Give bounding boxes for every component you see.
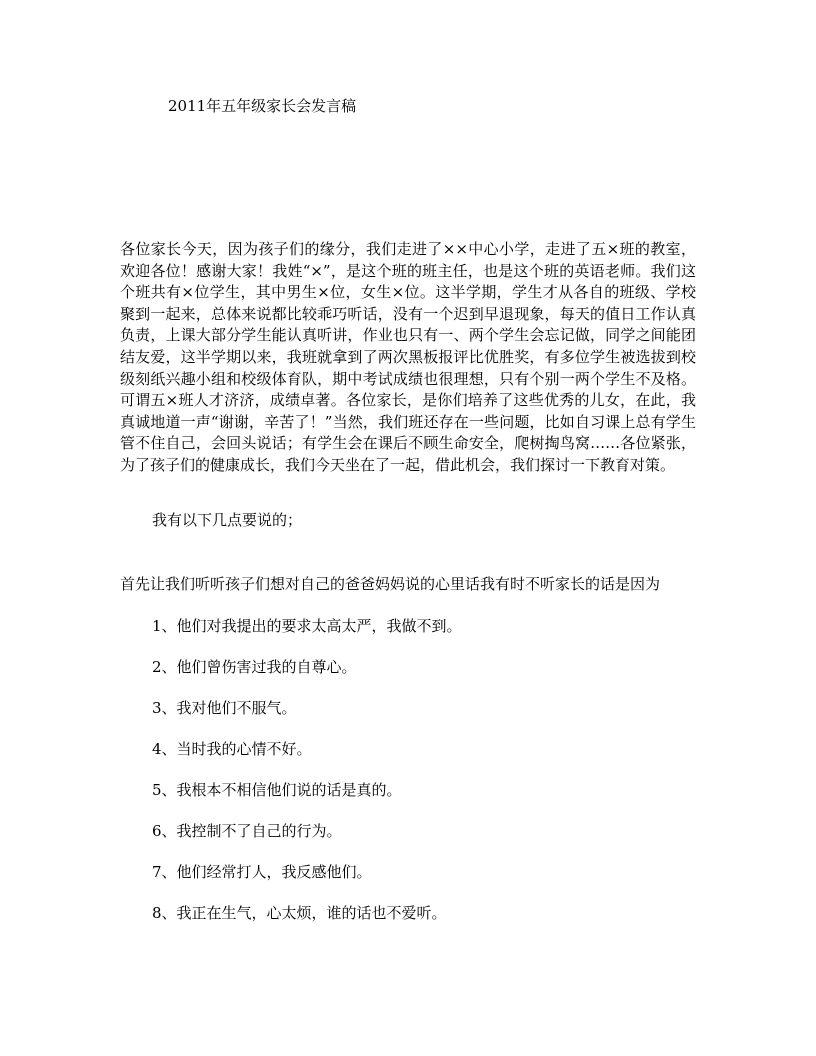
lead-line: 首先让我们听听孩子们想对自己的爸爸妈妈说的心里话我有时不听家长的话是因为 [120,575,661,593]
list-item-4: 4、当时我的心情不好。 [152,740,312,758]
list-item-5: 5、我根本不相信他们说的话是真的。 [152,781,402,799]
list-item-7: 7、他们经常打人，我反感他们。 [152,863,372,881]
reasons-list [152,616,462,944]
intro-line: 我有以下几点要说的； [152,511,303,529]
list-item-3: 3、我对他们不服气。 [152,699,297,717]
list-item-2: 2、他们曾伤害过我的自尊心。 [152,658,357,676]
main-paragraph: 各位家长今天，因为孩子们的缘分，我们走进了××中心小学，走进了五×班的教室，欢迎各位！感谢大家！我姓“×”，是这个班的班主任，也是这个班的英语老师。我们这个班共有×位学生，其中男生×位，女生×位。这半学期，学生才从各自的班级、学校聚到一起来，总体来说都比较乖巧听话，没有一个迟到早退现象，每天的值日工作认真负责，上课大部分学生能认真听讲，作业也只有一、两个学生会忘记做，同学之间能团结友爱，这半学期以来，我班就拿到了两次黑板报评比优胜奖，有多位学生被选拔到校级刻纸兴趣小组和校级体育队，期中考试成绩也很理想，只有个别一两个学生不及格。可谓五×班人才济济，成绩卓著。各位家长，是你们培养了这些优秀的儿女，在此，我真诚地道一声“谢谢，辛苦了！”当然，我们班还存在一些问题，比如自习课上总有学生管不住自己，会回头说话；有学生会在课后不顾生命安全，爬树掏鸟窝……各位紧张，为了孩子们的健康成长，我们今天坐在了一起，借此机会，我们探讨一下教育对策。 [120,240,696,474]
list-item-1: 1、他们对我提出的要求太高太严，我做不到。 [152,617,462,635]
list-item-8: 8、我正在生气，心太烦，谁的话也不爱听。 [152,904,447,922]
list-item-6: 6、我控制不了自己的行为。 [152,822,342,840]
document-title: 2011年五年级家长会发言稿 [168,97,357,115]
